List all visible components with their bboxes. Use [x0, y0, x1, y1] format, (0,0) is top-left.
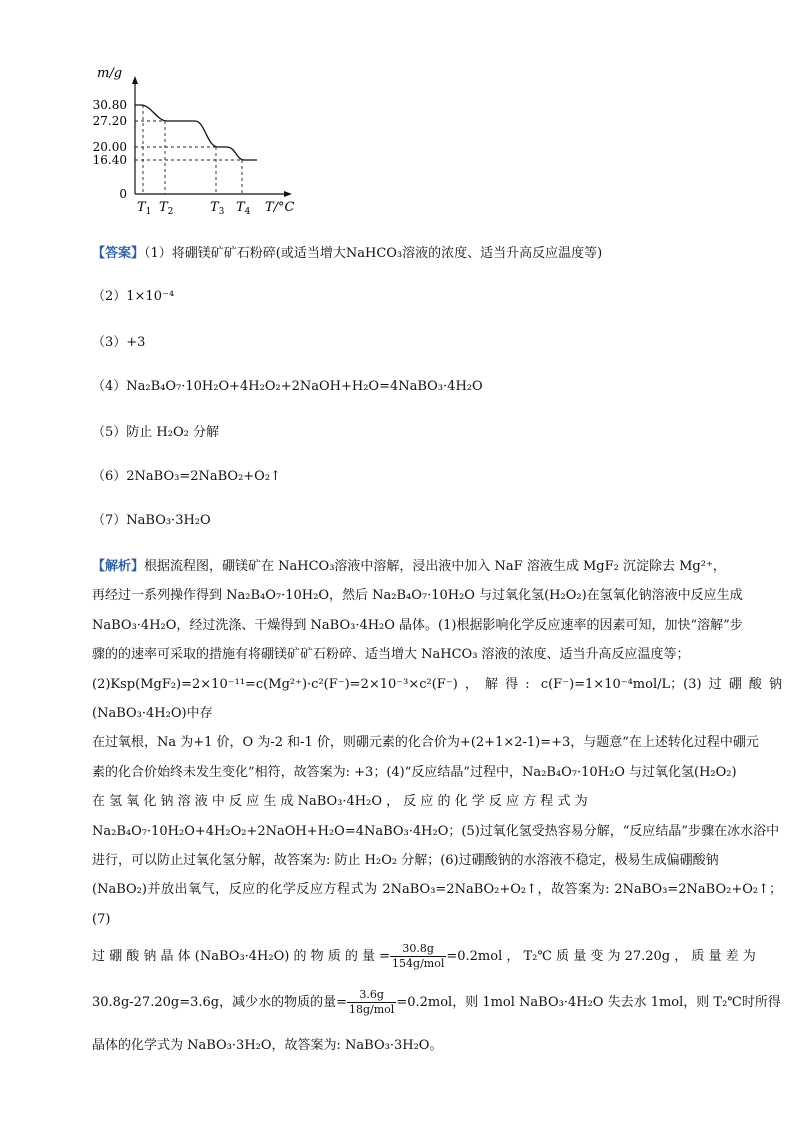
analysis-line: (NaBO₂)并放出氧气，反应的化学反应方程式为 2NaBO₃=2NaBO₂+O₂↑，故答案为: 2NaBO₃=2NaBO₂+O₂↑；(7): [92, 882, 782, 927]
y-tick-label: 0: [119, 187, 127, 201]
answer-2: （2）1×10⁻⁴: [92, 289, 175, 304]
x-tick-label: [236, 200, 251, 217]
answer-5: （5）防止 H₂O₂ 分解: [92, 425, 219, 440]
answer-1: 【答案】（1）将硼镁矿矿石粉碎(或适当增大NaHCO₃溶液的浓度、适当升高反应温度等): [92, 246, 603, 261]
analysis-line: 在过氧根，Na 为+1 价，O 为-2 和-1 价，则硼元素的化合价为+(2+1×2-1)=+3，与题意“在上述转化过程中硼元: [92, 735, 759, 751]
x-tick-letter: T: [210, 200, 219, 215]
x-tick-letter: T: [137, 200, 146, 215]
y-tick-label: 20.00: [92, 140, 127, 154]
analysis-line: 【解析】根据流程图，硼镁矿在 NaHCO₃溶液中溶解，浸出液中加入 NaF 溶液生成 MgF₂ 沉淀除去 Mg²⁺，: [92, 559, 726, 574]
y-axis-label: m/g: [97, 66, 123, 81]
x-tick-label: [159, 200, 173, 217]
analysis-line: 素的化合价始终未发生变化”相符，故答案为: +3；(4)“反应结晶”过程中，Na₂B₄O₇·10H₂O 与过氧化氢(H₂O₂): [92, 764, 737, 780]
x-axis-arrow: [284, 191, 292, 197]
x-tick-label: [210, 200, 225, 217]
analysis-line: NaBO₃·4H₂O，经过洗涤、干燥得到 NaBO₃·4H₂O 晶体。(1)根据影响化学反应速率的因素可知，加快“溶解”步: [92, 617, 743, 633]
x-tick-label: [137, 200, 151, 217]
analysis-line: 晶体的化学式为 NaBO₃·3H₂O，故答案为: NaBO₃·3H₂O。: [92, 1038, 443, 1054]
answer-6: （6）2NaBO₃=2NaBO₂+O₂↑: [92, 469, 281, 484]
analysis-line: 过 硼 酸 钠 晶 体 (NaBO₃·4H₂O) 的 物 质 的 量 = $\frac{30.8g}{\text{154g/mol}}$ =0.2mol ， T₂℃ 质 量 变 为 27.20g ， 质 量 差 为: [92, 942, 756, 971]
x-tick-letter: T: [159, 200, 168, 215]
chart-guide-lines: [135, 105, 242, 194]
x-tick-subscript: 2: [167, 207, 174, 217]
fraction: $\frac{3.6g}{\text{18g/mol}}$: [348, 988, 395, 1017]
x-axis-label: T/°C: [265, 200, 295, 215]
analysis-tag: 【解析】: [92, 559, 145, 574]
analysis-line: Na₂B₄O₇·10H₂O+4H₂O₂+2NaOH+H₂O=4NaBO₃·4H₂O；(5)过氧化氢受热容易分解，“反应结晶”步骤在冰水浴中: [92, 823, 780, 839]
answer-7: （7）NaBO₃·3H₂O: [92, 513, 211, 528]
analysis-line: 再经过一系列操作得到 Na₂B₄O₇·10H₂O，然后 Na₂B₄O₇·10H₂O 与过氧化氢(H₂O₂)在氢氧化钠溶液中反应生成: [92, 588, 743, 604]
y-tick-label: 30.80: [92, 98, 127, 112]
mass-curve: [135, 105, 257, 160]
analysis-line: 骤的的速率可采取的措施有将硼镁矿矿石粉碎、适当增大 NaHCO₃ 溶液的浓度、适当升高反应温度等；: [92, 647, 690, 663]
mass-temperature-chart: [85, 62, 315, 222]
analysis-line: 在 氢 氧 化 钠 溶 液 中 反 应 生 成 NaBO₃·4H₂O ， 反 应 的 化 学 反 应 方 程 式 为: [92, 794, 588, 810]
y-axis-arrow: [132, 76, 138, 84]
analysis-line: 30.8g-27.20g=3.6g，减少水的物质的量= $\frac{3.6g}{\text{18g/mol}}$ =0.2mol，则 1mol NaBO₃·4H₂O 失去水 1mol，则 T₂℃时所得: [92, 988, 781, 1017]
fraction: $\frac{30.8g}{\text{154g/mol}}$: [392, 942, 445, 971]
analysis-line: (2)Ksp(MgF₂)=2×10⁻¹¹=c(Mg²⁺)·c²(F⁻)=2×10⁻³×c²(F⁻)，解得: c(F⁻)=1×10⁻⁴mol/L；(3)过硼酸钠(NaBO₃·4H₂O)中存: [92, 676, 782, 722]
x-tick-subscript: 4: [244, 207, 251, 217]
analysis-line: 进行，可以防止过氧化氢分解，故答案为: 防止 H₂O₂ 分解；(6)过硼酸钠的水溶液不稳定，极易生成偏硼酸钠: [92, 853, 719, 869]
x-tick-subscript: 3: [218, 207, 225, 217]
x-tick-letter: T: [236, 200, 245, 215]
answer-3: （3）+3: [92, 335, 146, 350]
x-tick-subscript: 1: [145, 207, 152, 217]
y-tick-label: 16.40: [92, 153, 127, 167]
chart-tick-labels: [93, 98, 251, 217]
y-tick-label: 27.20: [92, 114, 127, 128]
answer-4: （4）Na₂B₄O₇·10H₂O+4H₂O₂+2NaOH+H₂O=4NaBO₃·4H₂O: [92, 379, 483, 394]
answer-tag: 【答案】: [92, 246, 145, 261]
analysis-paragraph: [92, 552, 782, 1066]
